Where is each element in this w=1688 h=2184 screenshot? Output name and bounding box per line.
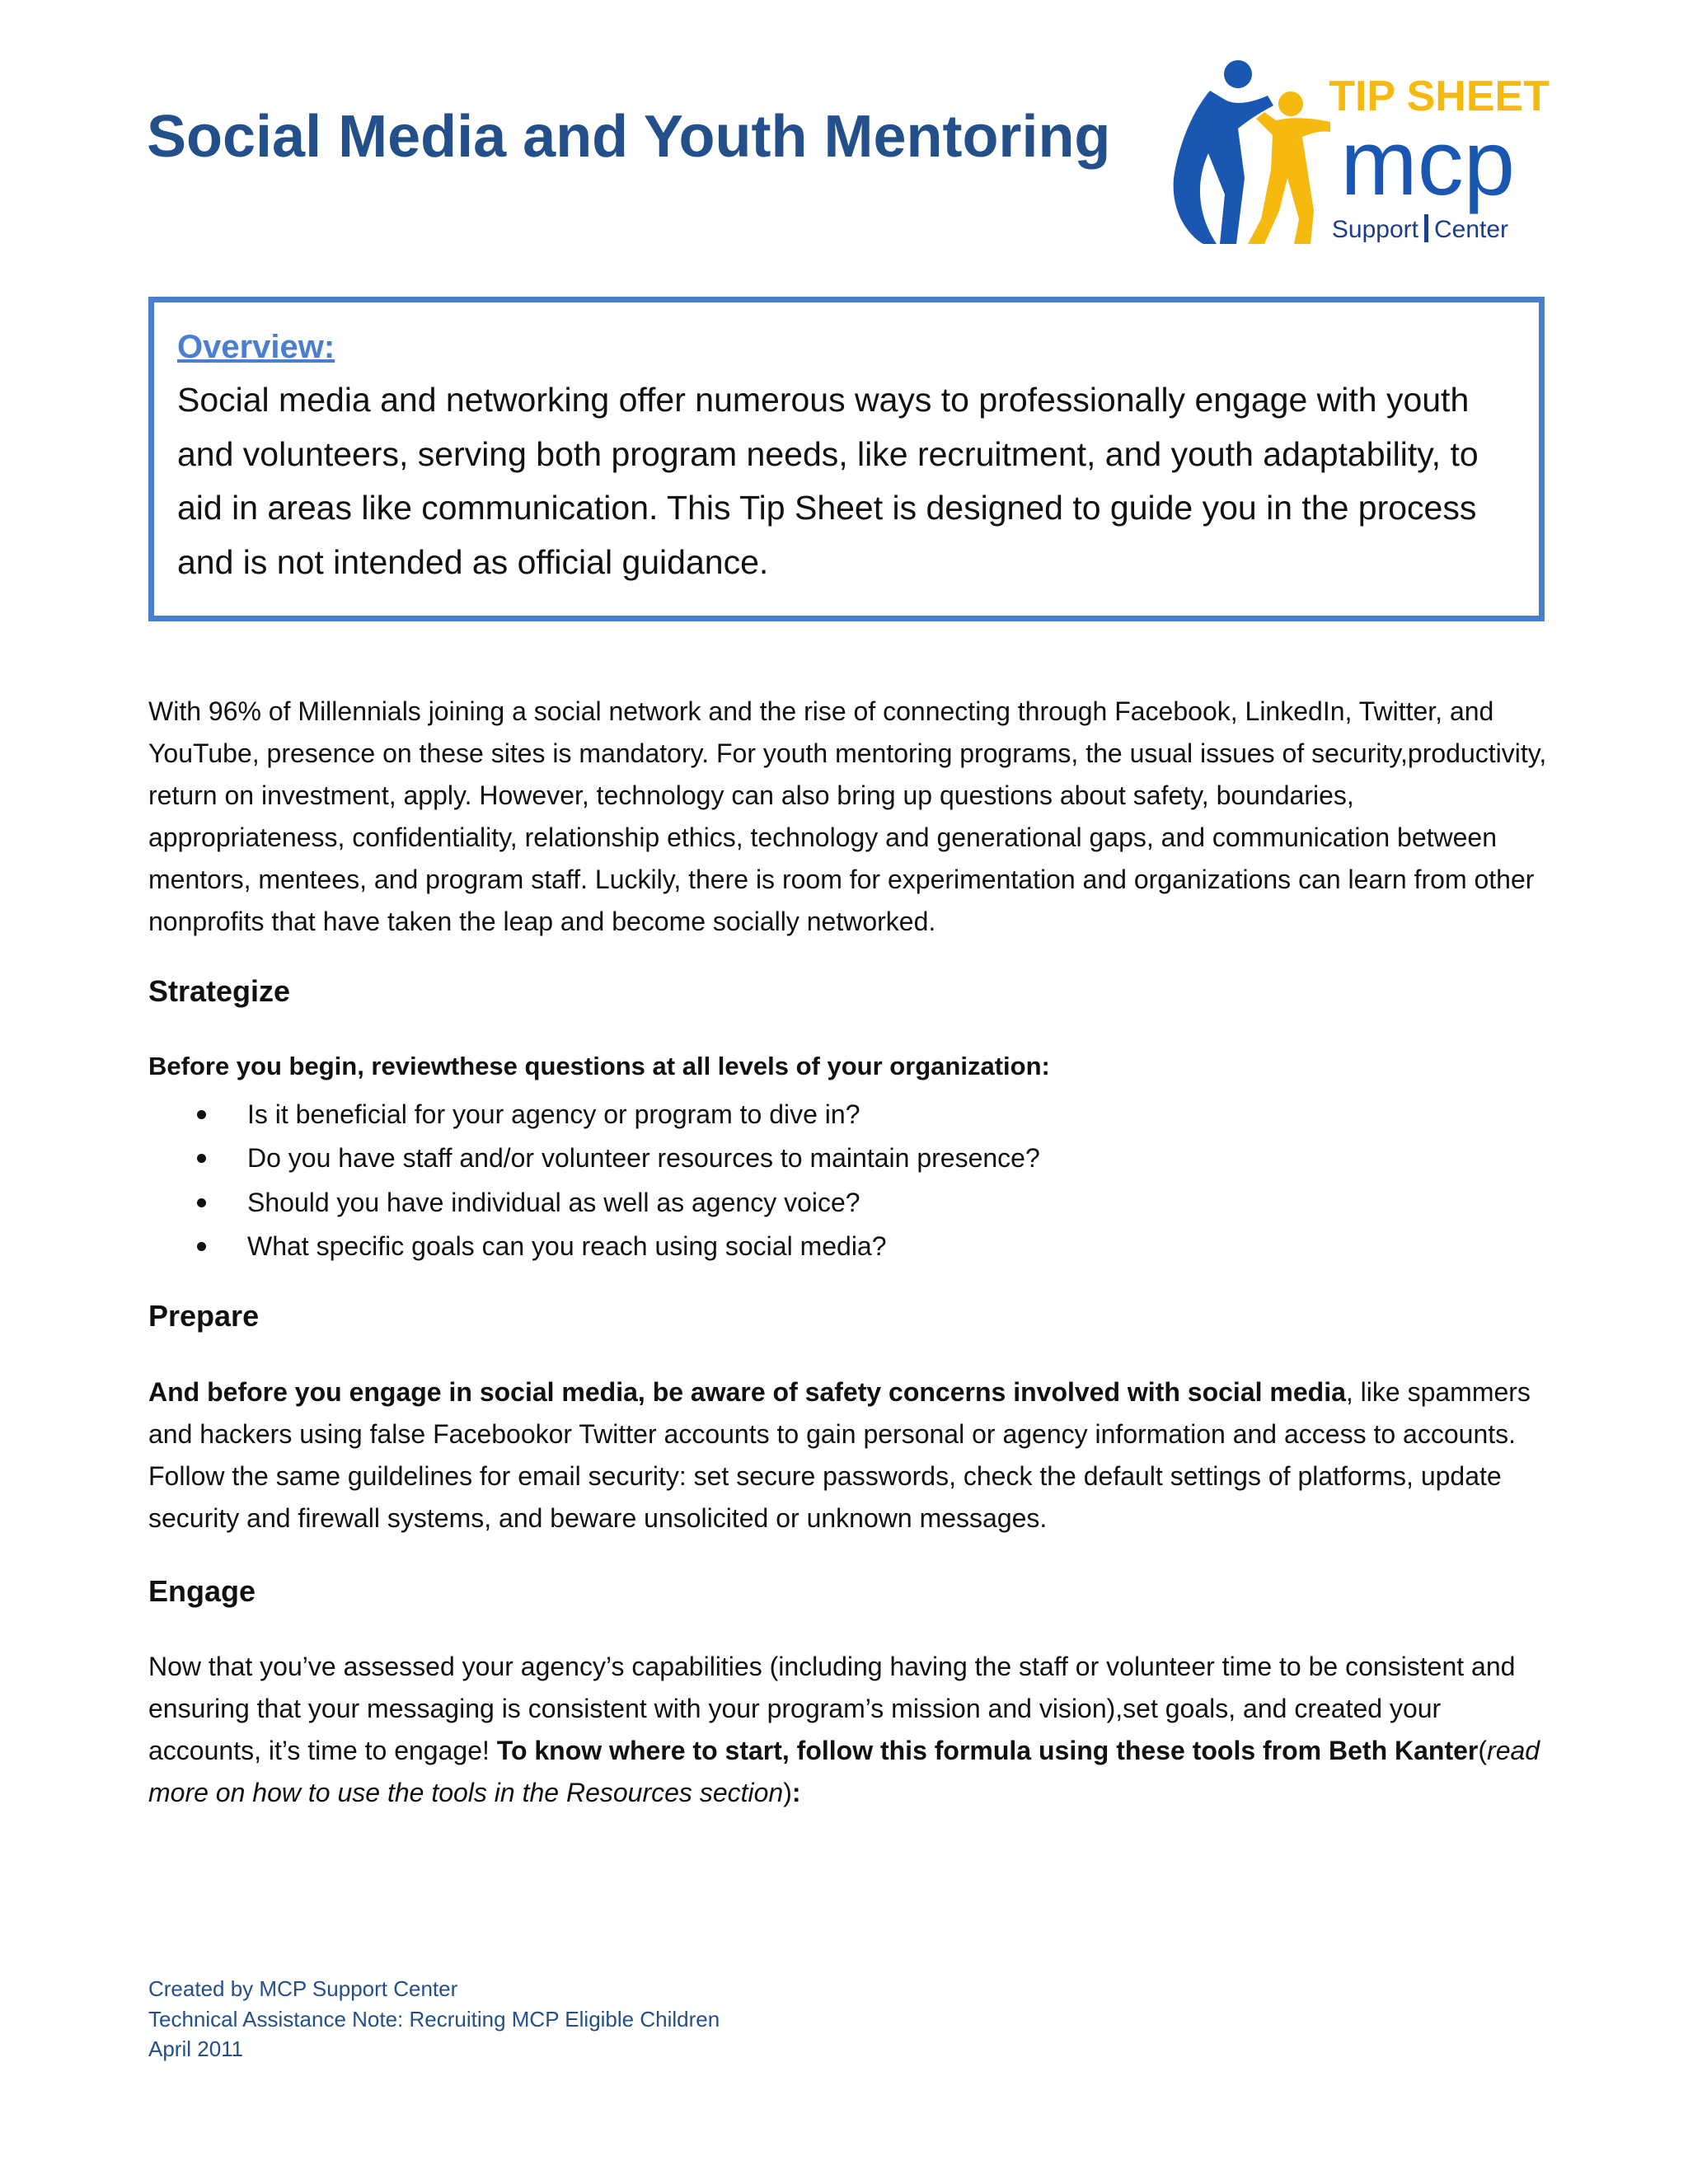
logo-center-text: Center: [1434, 216, 1509, 243]
strategize-bullet-list: [148, 1093, 1040, 1268]
strategize-heading: Strategize: [148, 974, 291, 1008]
bullet-dot-icon: [197, 1154, 206, 1163]
engage-colon: :: [791, 1778, 801, 1807]
logo-badge: TIP SHEET: [1329, 73, 1550, 120]
list-item-text: Do you have staff and/or volunteer resources to maintain presence?: [247, 1143, 1040, 1174]
bullet-dot-icon: [197, 1110, 206, 1119]
footer: [148, 1974, 720, 2064]
prepare-paragraph: [148, 1371, 1550, 1540]
engage-paren-close: ): [783, 1778, 792, 1807]
prepare-heading: Prepare: [148, 1299, 260, 1333]
list-item-text: Should you have individual as well as agency voice?: [247, 1187, 860, 1217]
prepare-rest: , like spammers and hackers using false Facebookor Twitter accounts to gain personal or agency information and access to accounts. Follow the same guildelines for email security: set secure passwords, check the default settings of platforms, update security and firewall systems, and beware unsolicited or unknown messages.: [148, 1377, 1531, 1533]
list-item: [148, 1181, 1040, 1225]
page-title: Social Media and Youth Mentoring: [147, 104, 1111, 170]
list-item: [148, 1137, 1040, 1180]
list-item-text: What specific goals can you reach using social media?: [247, 1230, 887, 1261]
intro-paragraph: With 96% of Millennials joining a social network and the rise of connecting through Facebook, LinkedIn, Twitter, and YouTube, presence on these sites is mandatory. For youth mentoring programs, the usual issues of security,productivity, return on investment, apply. However, technology can also bring up questions about safety, boundaries, appropriateness, confidentiality, relationship ethics, technology and generational gaps, and communication between mentors, mentees, and program staff. Luckily, there is room for experimentation and organizations can learn from other nonprofits that have taken the leap and become socially networked.: [148, 696, 1547, 936]
engage-text: Now that you’ve assessed your agency’s capabilities (including having the staff or volunteer time to be consistent and ensuring that your messaging is consistent with your program’s mission and vision),set goals, and created your accounts, it’s time to engage!: [148, 1652, 1516, 1765]
engage-bold-text: To know where to start, follow this formula using these tools from Beth Kanter: [496, 1736, 1479, 1765]
bullet-dot-icon: [197, 1242, 206, 1251]
overview-heading: Overview:: [177, 329, 335, 365]
yellow-figure-icon: [1248, 91, 1330, 244]
logo-support-text: Support: [1331, 216, 1418, 243]
engage-heading: Engage: [148, 1574, 256, 1608]
bullet-dot-icon: [197, 1198, 206, 1207]
blue-figure-icon: [1174, 60, 1273, 244]
footer-line-created-by: Created by MCP Support Center: [148, 1976, 458, 2001]
strategize-lead-in: Before you begin, reviewthese questions at all levels of your organization:: [148, 1052, 1050, 1080]
prepare-bold-lead: And before you engage in social media, be aware of safety concerns involved with social media: [148, 1377, 1346, 1407]
overview-box: [148, 297, 1545, 621]
engage-paragraph: [148, 1646, 1550, 1814]
footer-line-note: Technical Assistance Note: Recruiting MCP Eligible Children: [148, 2006, 720, 2032]
engage-italic-text: read more on how to use the tools in the Resources section: [148, 1736, 1540, 1807]
engage-paren-open: (: [1478, 1736, 1488, 1765]
list-item-text: Is it beneficial for your agency or program to dive in?: [247, 1099, 860, 1129]
overview-text: Social media and networking offer numerous ways to professionally engage with youth and volunteers, serving both program needs, like recruitment, and youth adaptability, to aid in areas like communication. This Tip Sheet is designed to guide you in the process and is not intended as official guidance.: [177, 381, 1479, 581]
mcp-tip-sheet-logo: [1162, 54, 1558, 260]
footer-line-date: April 2011: [148, 2036, 244, 2061]
logo-wordmark: mcp: [1340, 111, 1515, 214]
list-item: [148, 1093, 1040, 1137]
list-item: [148, 1225, 1040, 1268]
